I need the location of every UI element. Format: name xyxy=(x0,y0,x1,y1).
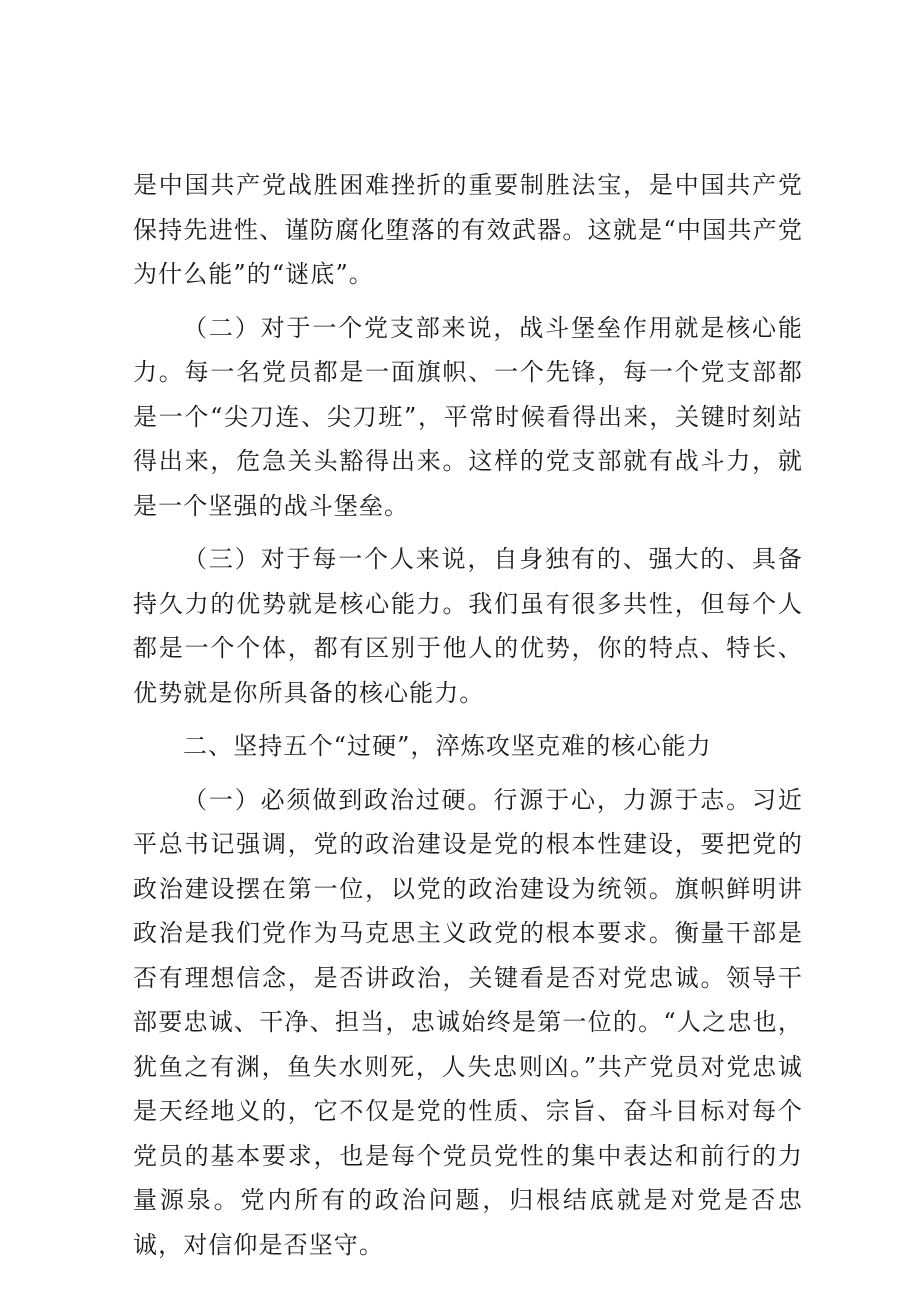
paragraph-party-branch: （二）对于一个党支部来说，战斗堡垒作用就是核心能力。每一名党员都是一面旗帜、一个先锋，每一个党支部都是一个“尖刀连、尖刀班”，平常时候看得出来，关键时刻站得出来，危急关头豁得出来。这样的党支部就有战斗力，就是一个坚强的战斗堡垒。 xyxy=(133,313,803,520)
paragraph-continuation: 是中国共产党战胜困难挫折的重要制胜法宝，是中国共产党保持先进性、谨防腐化堕落的有效武器。这就是“中国共产党为什么能”的“谜底”。 xyxy=(133,171,803,288)
paragraph-political-strength: （一）必须做到政治过硬。行源于心，力源于志。习近平总书记强调，党的政治建设是党的根本性建设，要把党的政治建设摆在第一位，以党的政治建设为统领。旗帜鲜明讲政治是我们党作为马克思主义政党的根本要求。衡量干部是否有理想信念，是否讲政治，关键看是否对党忠诚。领导干部要忠诚、干净、担当，忠诚始终是第一位的。“人之忠也，犹鱼之有渊，鱼失水则死，人失忠则凶。”共产党员对党忠诚是天经地义的，它不仅是党的性质、宗旨、奋斗目标对每个党员的基本要求，也是每个党员党性的集中表达和前行的力量源泉。党内所有的政治问题，归根结底就是对党是否忠诚，对信仰是否坚守。 xyxy=(133,785,803,1259)
section-heading-two: 二、坚持五个“过硬”，淬炼攻坚克难的核心能力 xyxy=(183,732,712,760)
document-body xyxy=(133,163,803,1276)
paragraph-individual: （三）对于每一个人来说，自身独有的、强大的、具备持久力的优势就是核心能力。我们虽有很多共性，但每个人都是一个个体，都有区别于他人的优势，你的特点、特长、优势就是你所具备的核心能力。 xyxy=(133,545,803,707)
